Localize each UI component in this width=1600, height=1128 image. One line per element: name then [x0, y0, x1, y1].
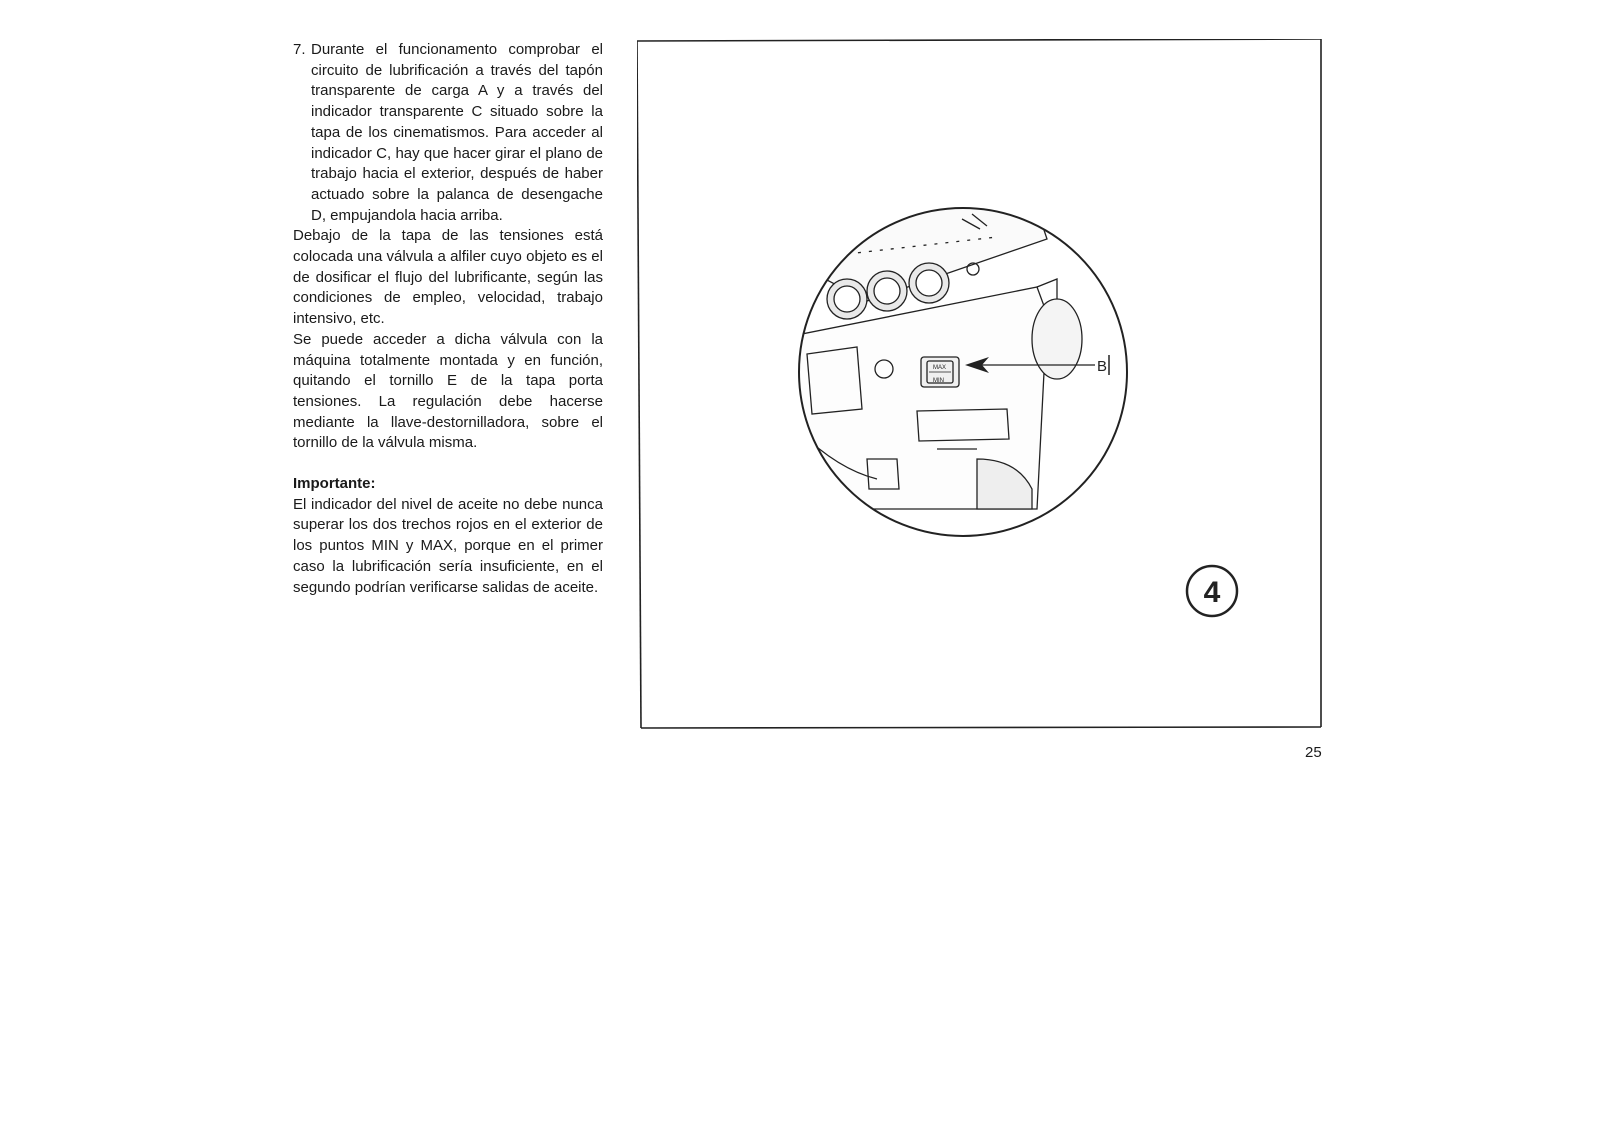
figure-number: 4: [1203, 576, 1221, 609]
important-text: El indicador del nivel de aceite no debe nunca superar los dos trechos rojos en el exterior de los puntos MIN y MAX, porque en el primer caso la lubrificación sería insuficiente, en el segundo podrían verificarse salidas de aceite.: [293, 495, 603, 596]
gauge-max-label: MAX: [933, 365, 947, 371]
machine-detail-drawing: [777, 197, 1082, 509]
valve-paragraph: Debajo de la tapa de las tensiones está colocada una válvula a alfiler cuyo objeto es el de dosificar el flujo del lubrificante, según las condiciones de empleo, velocidad, trabajo intensivo, etc.: [293, 227, 603, 328]
item-number: 7.: [293, 41, 306, 58]
figure-4-illustration: [637, 39, 1322, 729]
item-7-text: Durante el funcionamento comprobar el circuito de lubrificación a través del tapón transparente de carga A y a través del indicador transparente C situado sobre la tapa de los cinematismos. Para acceder al indicador C, hay que hacer girar el plano de trabajo hacia el exterior, después de haber actuado sobre la palanca de desengache D, empujandola hacia arriba.: [311, 41, 603, 224]
important-heading: Importante:: [293, 475, 376, 493]
gauge-min-label: MIN: [933, 378, 944, 384]
page-number: 25: [1305, 744, 1322, 761]
instruction-item-7: [293, 40, 603, 226]
access-paragraph: Se puede acceder a dicha válvula con la máquina totalmente montada y en función, quitando el tornillo E de la tapa porta tensiones. La regulación debe hacerse mediante la llave-destornilladora, sobre el tornillo de la válvula misma.: [293, 330, 603, 452]
instruction-text-column: [293, 40, 603, 598]
callout-label-b: B: [1097, 358, 1108, 375]
